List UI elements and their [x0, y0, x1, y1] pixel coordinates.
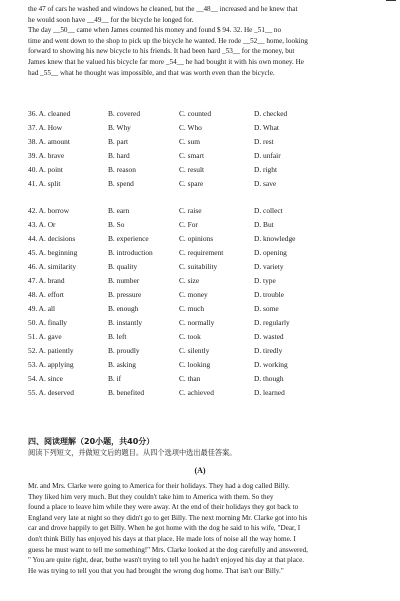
question-number-option-a: 43. A. Or: [28, 220, 56, 229]
option-c: C. counted: [179, 109, 212, 118]
text-line: don't think Billy has enjoyed his days at that place. He made lots of noise all the way home. I: [28, 534, 296, 543]
option-b: B. introduction: [108, 248, 153, 257]
header-rule: [386, 0, 396, 1]
option-b: B. hard: [108, 151, 130, 160]
question-number-option-a: 41. A. split: [28, 179, 61, 188]
question-number-option-a: 42. A. borrow: [28, 206, 70, 215]
question-number-option-a: 51. A. gave: [28, 332, 62, 341]
question-number-option-a: 48. A. effort: [28, 290, 64, 299]
text-line: They liked him very much. But they couldn't take him to America with them. So they: [28, 492, 274, 501]
text-line: England very late at night so they didn't go to get Billy. The next morning Mr. Clarke got into his: [28, 513, 308, 522]
question-row: [28, 136, 388, 147]
option-d: D. variety: [254, 262, 284, 271]
option-c: C. than: [179, 374, 201, 383]
text-line: guess he must want to tell me something!" Mrs. Clarke looked at the dog carefully and answered,: [28, 545, 308, 554]
question-row: [28, 205, 388, 216]
text-line: " You are quite right, dear, buthe wasn't trying to tell you he hadn't enjoyed his day at that place.: [28, 556, 305, 565]
text-line: had _55__ what he thought was impossible, and that was worth even than the bicycle.: [28, 68, 275, 77]
cloze-passage-end: [28, 4, 384, 78]
passage-label: (A): [194, 466, 206, 475]
option-c: C. silently: [179, 346, 210, 355]
option-b: B. part: [108, 137, 129, 146]
option-d: D. wasted: [254, 332, 284, 341]
option-c: C. spare: [179, 179, 204, 188]
option-d: D. checked: [254, 109, 288, 118]
text-line: forward to showing his new bicycle to his friends. It had been hard _53__ for the money, but: [28, 47, 295, 56]
option-d: D. rest: [254, 137, 274, 146]
option-b: B. spend: [108, 179, 134, 188]
option-b: B. instantly: [108, 318, 143, 327]
question-row: [28, 317, 388, 328]
option-b: B. number: [108, 276, 140, 285]
question-row: [28, 289, 388, 300]
option-d: D. unfair: [254, 151, 281, 160]
question-number-option-a: 50. A. finally: [28, 318, 68, 327]
option-b: B. reason: [108, 165, 136, 174]
text-line: The day __50__ came when James counted his money and found $ 94. 32. He _51__ no: [28, 26, 282, 35]
option-d: D. save: [254, 179, 277, 188]
question-row: [28, 247, 388, 258]
option-d: D. working: [254, 360, 288, 369]
option-b: B. covered: [108, 109, 141, 118]
question-row: [28, 359, 388, 370]
question-number-option-a: 53. A. applying: [28, 360, 74, 369]
option-b: B. So: [108, 220, 125, 229]
option-c: C. achieved: [179, 388, 214, 397]
question-number-option-a: 45. A. beginning: [28, 248, 78, 257]
question-row: [28, 178, 388, 189]
option-b: B. asking: [108, 360, 136, 369]
question-row: [28, 373, 388, 384]
question-number-option-a: 49. A. all: [28, 304, 56, 313]
text-line: Mr. and Mrs. Clarke were going to America for their holidays. They had a dog called Billy.: [28, 482, 290, 490]
text-line: car and drove happily to get Billy. When he got home with the dog he said to his wife, "Dear, I: [28, 524, 301, 533]
reading-passage: [28, 481, 384, 576]
option-c: C. looking: [179, 360, 211, 369]
option-b: B. earn: [108, 206, 130, 215]
option-c: C. money: [179, 290, 208, 299]
section-instruction: 阅读下列短文，并做短文后的题目。从四个选项中选出最佳答案。: [28, 448, 237, 457]
question-row: [28, 122, 388, 133]
option-c: C. requirement: [179, 248, 224, 257]
question-number-option-a: 47. A. brand: [28, 276, 65, 285]
option-b: B. experience: [108, 234, 149, 243]
question-row: [28, 331, 388, 342]
option-d: D. But: [254, 220, 274, 229]
option-c: C. For: [179, 220, 198, 229]
question-row: [28, 303, 388, 314]
option-b: B. if: [108, 374, 122, 383]
question-row: [28, 150, 388, 161]
option-c: C. much: [179, 304, 205, 313]
option-c: C. normally: [179, 318, 215, 327]
question-number-option-a: 54. A. since: [28, 374, 63, 383]
question-row: [28, 108, 388, 119]
text-line: found a place to leave him while they were away. At the end of their holidays they got back to: [28, 503, 299, 512]
section-heading: 四、阅读理解（20小题，共40分）: [28, 437, 155, 446]
option-b: B. enough: [108, 304, 139, 313]
option-d: D. What: [254, 123, 279, 132]
option-d: D. regularly: [254, 318, 290, 327]
option-b: B. pressure: [108, 290, 142, 299]
option-d: D. opening: [254, 248, 287, 257]
option-d: D. type: [254, 276, 276, 285]
option-c: C. smart: [179, 151, 205, 160]
option-d: D. learned: [254, 388, 285, 397]
option-c: C. suitability: [179, 262, 218, 271]
question-number-option-a: 52. A. patiently: [28, 346, 74, 355]
question-row: [28, 261, 388, 272]
option-b: B. quality: [108, 262, 138, 271]
option-c: C. raise: [179, 206, 202, 215]
option-d: D. some: [254, 304, 279, 313]
option-c: C. size: [179, 276, 200, 285]
option-c: C. Who: [179, 123, 202, 132]
option-c: C. result: [179, 165, 205, 174]
text-line: He was trying to tell you that you had brought the wrong dog home. That isn't our Billy.": [28, 566, 284, 575]
option-d: D. knowledge: [254, 234, 296, 243]
question-row: [28, 233, 388, 244]
question-number-option-a: 55. A. deserved: [28, 388, 74, 397]
question-row: [28, 345, 388, 356]
question-row: [28, 219, 388, 230]
option-d: D. trouble: [254, 290, 284, 299]
option-d: D. though: [254, 374, 284, 383]
option-b: B. proudly: [108, 346, 140, 355]
option-b: B. Why: [108, 123, 131, 132]
option-d: D. tiredly: [254, 346, 283, 355]
question-number-option-a: 44. A. decisions: [28, 234, 76, 243]
question-row: [28, 275, 388, 286]
option-c: C. opinions: [179, 234, 214, 243]
question-number-option-a: 39. A. brave: [28, 151, 65, 160]
option-b: B. benefited: [108, 388, 145, 397]
text-line: the 47 of cars he washed and windows he cleaned, but the __48__ increased and he knew that: [28, 5, 298, 13]
option-b: B. left: [108, 332, 127, 341]
question-number-option-a: 37. A. How: [28, 123, 63, 132]
option-d: D. right: [254, 165, 277, 174]
question-number-option-a: 46. A. similarity: [28, 262, 77, 271]
text-line: he would soon have __49__ for the bicycle he longed for.: [28, 15, 194, 24]
question-number-option-a: 38. A. amount: [28, 137, 70, 146]
question-number-option-a: 36. A. cleaned: [28, 109, 71, 118]
option-c: C. sum: [179, 137, 200, 146]
question-number-option-a: 40. A. point: [28, 165, 63, 174]
option-d: D. collect: [254, 206, 283, 215]
text-line: James knew that he valued his bicycle far more _54__ he had bought it with his own money. He: [28, 57, 304, 66]
option-c: C. took: [179, 332, 201, 341]
question-row: [28, 164, 388, 175]
text-line: time and went down to the shop to pick up the bicycle he wanted. He rode __52__ home, looking: [28, 36, 308, 45]
question-row: [28, 387, 388, 398]
